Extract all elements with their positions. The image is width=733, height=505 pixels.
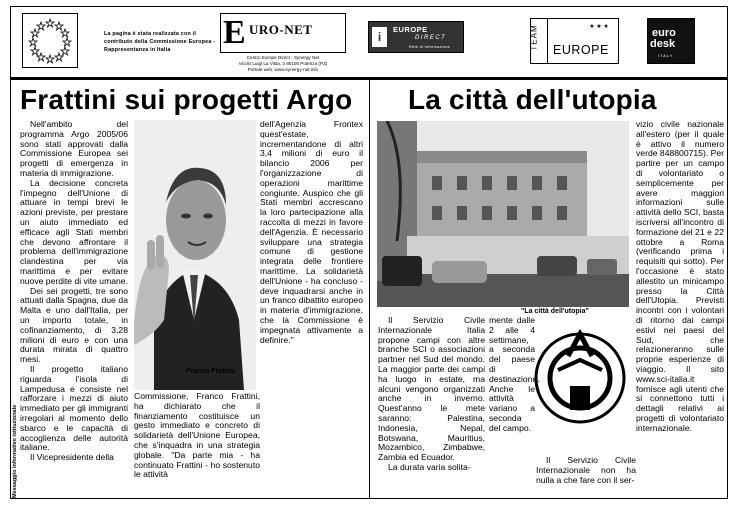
paragraph: Il Vicepresidente della bbox=[30, 452, 114, 463]
side-note: Messaggio informativo istituzionale bbox=[12, 404, 18, 498]
eurodesk-line3: ITALY bbox=[658, 53, 674, 58]
photo-caption: "La città dell'utopia" bbox=[521, 308, 589, 315]
paragraph: La durata varia solita- bbox=[388, 461, 471, 472]
euronet-logo bbox=[220, 13, 346, 53]
left-col-1 bbox=[20, 120, 128, 463]
euronet-name: URO-NET bbox=[249, 22, 313, 37]
right-headline: La città dell'utopia bbox=[408, 84, 657, 115]
left-headline: Frattini sui progetti Argo bbox=[20, 84, 353, 115]
euronet-address: Centro Europe Direct - Synergy Net Vicolo Luigi La Vista, 3 85100 Potenza (PZ) Portale web: www.synergy-net.info bbox=[238, 55, 328, 72]
left-col-2 bbox=[134, 392, 260, 480]
sci-logo bbox=[528, 316, 632, 440]
team-europe-label: EUROPE bbox=[553, 43, 609, 57]
paragraph: Nell'ambito del programma Argo 2005/06 sono stati approvati dalla Commissione Europea sei progetti di emergenza in materia di immigrazione. bbox=[20, 119, 128, 178]
paragraph: Il Servizio Civile Internazionale Italia propone campi con altre branche SCI o associazioni partner nel Sud del mondo. La maggior parte dei campi ha luogo in estate, ma alcuni vengono organizzati anche in inverno. Quest'anno le mete saranno: Palestina, Indonesia, Nepal, Botswana, Mauritius, Mozambico, Zimbabwe, Zambia ed Ecuador. bbox=[378, 315, 485, 463]
photo-caption: Franco Frattini bbox=[186, 368, 236, 375]
eurodesk-logo bbox=[647, 18, 695, 64]
paragraph: Il progetto italiano riguarda l'isola di Lampedusa e consiste nel rafforzare i mezzi di aiuto immediato per gli immigranti irregolari al momento dello sbarco e le capacità di accoglienza delle autorità italiane. bbox=[20, 363, 128, 453]
team-label: TEAM bbox=[529, 24, 539, 51]
right-col-1 bbox=[378, 316, 485, 473]
right-col-3 bbox=[636, 120, 724, 434]
paragraph: Dei sei progetti, tre sono attuati dalla Spagna, due da Malta e uno dall'Italia, per un importo totale, in cofinanziamento, di 3,28 milioni di euro e con una durata mirata di quattro mesi. bbox=[20, 285, 128, 365]
paragraph: Commissione, Franco Frattini, ha dichiarato che il finanziamento costituisce un gesto immediato e concreto di solidarietà dell'Unione Europea, che s'inquadra in una strategia globale. "Da parte mia - ha continuato Frattini - ho sostenuto le attività bbox=[134, 391, 260, 480]
team-europe-logo bbox=[530, 18, 619, 64]
left-col-3 bbox=[260, 120, 363, 345]
stars-icon: ★ ★ ★ bbox=[589, 24, 609, 30]
europe-direct-line1: EUROPE bbox=[393, 25, 428, 34]
paragraph: dell'Agenzia Frontex quest'estate, incrementandone di altri 3,4 milioni di euro il bilancio 2006 per l'organizzazione di operazioni marittime congiunte. Auspico che gli Stati membri accrescano la loro partecipazione alla raccolta di mezzi in favore dell'Agenzia. È necessario sviluppare una strategia comune di gestione integrata delle frontiere marittime. La solidarietà dell'Unione - ha concluso - deve inquadrarsi anche in un franco dibattito europeo in materia d'immigrazione, che la Commissione è impegnata attivamente a definire." bbox=[260, 119, 363, 345]
paragraph: mente dalle 2 alle 4 settimane, a seconda del paese di destinazione. Anche le attività variano a seconda del campo. bbox=[489, 315, 540, 433]
frattini-photo bbox=[134, 120, 256, 390]
citta-utopia-photo bbox=[377, 121, 629, 307]
paragraph: Il Servizio Civile Internazionale non ha nulla a che fare con il ser- bbox=[536, 455, 636, 485]
europe-direct-line3: Rete di Informazione bbox=[409, 45, 451, 49]
sci-emblem-icon bbox=[528, 316, 632, 440]
paragraph: La decisione concreta l'impegno dell'Unione di attuare in tempi brevi le azioni previste, per prestare un aiuto immediato ed efficace agli Stati membri che devono affrontare il problema dell'immigrazione clandestina per via marittima e per evitare nuove perdite di vite umane. bbox=[20, 177, 128, 286]
eu-contribution-text: La pagina è stata realizzata con il contributo della Commissione Europea - Rappresentanza in Italia bbox=[104, 31, 216, 53]
team-left-panel bbox=[531, 19, 548, 63]
eurodesk-line1: euro bbox=[652, 27, 676, 39]
paragraph: vizio civile nazionale all'estero (per il quale è attivo il numero verde 848800715). Per partire per un campo di volontariato o semplicemente per avere maggiori informazioni sulle attività dello SCI, basta iscriversi all'incontro di formazione del 21 e 22 ottobre a Roma (verificando prima i requisiti qui sotto). Per l'occasione è stato allestito un minicampo presso la Città dell'Utopia. Previsti incontri con i volontari di ritorno dai campi estivi nei paesi del Sud, che relazioneranno sulle proprie esperienze di viaggio. Il sito www.sci-italia.it fornisce agli utenti che si connettono tutti i dettagli relativi ai progetti di volontariato internazionale. bbox=[636, 119, 724, 433]
right-col-2b bbox=[536, 456, 636, 485]
eu-flag-logo bbox=[22, 13, 78, 68]
europe-direct-logo bbox=[368, 21, 464, 53]
eurodesk-line2: desk bbox=[650, 38, 676, 50]
portrait-image bbox=[134, 120, 256, 390]
euronet-letter: E bbox=[223, 14, 246, 51]
column-divider bbox=[369, 80, 370, 499]
eu-stars-icon bbox=[23, 14, 77, 67]
info-icon: i bbox=[372, 27, 387, 47]
street-image bbox=[377, 121, 629, 307]
europe-direct-line2: DIRECT bbox=[415, 35, 447, 41]
